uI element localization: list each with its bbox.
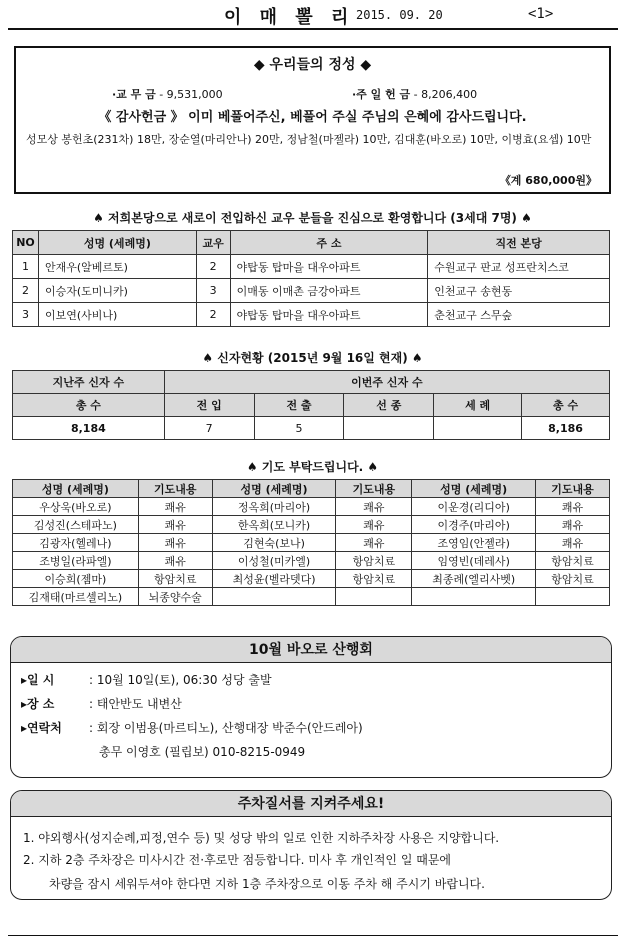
cell: 안재우(알베르토) <box>38 255 196 279</box>
cell: 2 <box>196 303 230 327</box>
cell: 최성윤(벨라뎃다) <box>212 570 336 588</box>
cell: 쾌유 <box>138 552 212 570</box>
cell: 정옥희(마리아) <box>212 498 336 516</box>
table-row <box>13 303 610 327</box>
cell: 쾌유 <box>336 498 412 516</box>
cell: 최종례(엘리사벳) <box>412 570 536 588</box>
cell: 야탑동 탑마을 대우아파트 <box>230 255 428 279</box>
hike-date-row: ▸일 시 : 10월 10일(토), 06:30 성당 출발 <box>21 673 272 687</box>
cell <box>344 417 434 440</box>
header-cell: 기도내용 <box>536 480 610 498</box>
thanks-heading: 《 감사헌금 》 이미 베풀어주신, 베풀어 주실 주님의 은혜에 감사드립니다. <box>98 110 527 125</box>
cell: 이매동 이매촌 금강아파트 <box>230 279 428 303</box>
cell: 3 <box>13 303 39 327</box>
prayer-title: ♠ 기도 부탁드립니다. ♠ <box>246 460 379 474</box>
table-row <box>13 570 610 588</box>
cell: 항암치료 <box>536 552 610 570</box>
cell: 이경주(마리아) <box>412 516 536 534</box>
parking-notice <box>10 790 612 900</box>
prayer-table <box>12 479 610 606</box>
donor-list: 성모상 봉헌초(231차) 18만, 장순열(마리안나) 20만, 정남철(마젤라) 10만, 김대훈(바오로) 10만, 이병효(요셉) 10만 <box>26 133 592 146</box>
cell: 수원교구 판교 성프란치스코 <box>428 255 610 279</box>
cell: 2 <box>196 255 230 279</box>
header-cell: 총 수 <box>13 394 165 417</box>
cell: 이승희(젬마) <box>13 570 139 588</box>
cell: 우상욱(바오로) <box>13 498 139 516</box>
cell: 쾌유 <box>536 534 610 552</box>
cell: 1 <box>13 255 39 279</box>
cell: 춘천교구 스무숲 <box>428 303 610 327</box>
parking-line-2: 2. 지하 2층 주차장은 미사시간 전·후로만 점등합니다. 미사 후 개인적인 일 때문에 <box>23 853 452 867</box>
header-cell: 성명 (세례명) <box>38 231 196 255</box>
bulletin-title: 이 매 뽈 리 <box>224 7 355 28</box>
cell: 조병일(라파엘) <box>13 552 139 570</box>
parking-line-1: 1. 야외행사(성지순례,피정,연수 등) 및 성당 밖의 일로 인한 지하주차장 사용은 지양합니다. <box>23 831 500 845</box>
hike-title: 10월 바오로 산행회 <box>11 637 611 663</box>
cell: 한옥희(모니카) <box>212 516 336 534</box>
table-header-row <box>13 394 610 417</box>
header-cell: 선 종 <box>344 394 434 417</box>
cell: 김광자(헬레나) <box>13 534 139 552</box>
cell: 이운경(리디아) <box>412 498 536 516</box>
offering-box <box>14 46 611 194</box>
cell: 쾌유 <box>138 498 212 516</box>
header-cell: 성명 (세례명) <box>412 480 536 498</box>
cell: 항암치료 <box>138 570 212 588</box>
table-row <box>13 588 610 606</box>
cell: 이승자(도미니카) <box>38 279 196 303</box>
cell <box>434 417 522 440</box>
cell: 이보연(사비나) <box>38 303 196 327</box>
cell: 야탑동 탑마을 대우아파트 <box>230 303 428 327</box>
cell: 뇌종양수술 <box>138 588 212 606</box>
table-row <box>13 534 610 552</box>
cell: 5 <box>254 417 344 440</box>
cell: 김현숙(보나) <box>212 534 336 552</box>
this-week-header: 이번주 신자 수 <box>164 371 609 394</box>
cell: 김성진(스테파노) <box>13 516 139 534</box>
cell: 8,186 <box>522 417 610 440</box>
table-row <box>13 498 610 516</box>
last-week-header: 지난주 신자 수 <box>13 371 165 394</box>
table-row <box>13 552 610 570</box>
welcome-title: ♠ 저희본당으로 새로이 전입하신 교우 분들을 진심으로 환영합니다 (3세대 7명) ♠ <box>93 211 532 225</box>
parking-title: 주차질서를 지켜주세요! <box>11 791 611 817</box>
believers-title: ♠ 신자현황 (2015년 9월 16일 현재) ♠ <box>202 351 423 365</box>
cell: 항암치료 <box>336 570 412 588</box>
header-cell: 성명 (세례명) <box>212 480 336 498</box>
cell: 8,184 <box>13 417 165 440</box>
cell: 김재태(마르셀리노) <box>13 588 139 606</box>
header-cell: 교우 <box>196 231 230 255</box>
hike-place-row: ▸장 소 : 태안반도 내변산 <box>21 697 182 711</box>
table-row <box>13 279 610 303</box>
cell <box>212 588 336 606</box>
cell: 인천교구 송현동 <box>428 279 610 303</box>
cell: 쾌유 <box>138 534 212 552</box>
table-row <box>13 255 610 279</box>
cell: 쾌유 <box>536 516 610 534</box>
hike-contact-row: ▸연락처 : 회장 이범용(마르티노), 산행대장 박준수(안드레아) <box>21 721 363 735</box>
bulletin-date: 2015. 09. 20 <box>356 8 443 22</box>
mission-amount: ·교 무 금 - 9,531,000 <box>112 88 223 101</box>
cell <box>536 588 610 606</box>
header-cell: 성명 (세례명) <box>13 480 139 498</box>
sunday-amount: ·주 일 헌 금 - 8,206,400 <box>352 88 478 101</box>
table-header-row <box>13 231 610 255</box>
table-header-row <box>13 480 610 498</box>
header-cell: 직전 본당 <box>428 231 610 255</box>
cell: 이성철(미카엘) <box>212 552 336 570</box>
table-row <box>13 417 610 440</box>
table-row <box>13 516 610 534</box>
footer-divider <box>8 935 618 936</box>
offering-title: ◆ 우리들의 정성 ◆ <box>253 57 372 73</box>
hike-contact-row-2: 총무 이영호 (필립보) 010-8215-0949 <box>99 745 306 759</box>
header-cell: 총 수 <box>522 394 610 417</box>
offering-total: 《계 680,000원》 <box>499 174 597 187</box>
header-cell: 기도내용 <box>138 480 212 498</box>
cell: 쾌유 <box>138 516 212 534</box>
page-number: <1> <box>528 6 554 22</box>
header-cell: 전 출 <box>254 394 344 417</box>
hike-notice <box>10 636 612 778</box>
header-cell: 세 례 <box>434 394 522 417</box>
cell: 7 <box>164 417 254 440</box>
cell <box>336 588 412 606</box>
header-cell: 전 입 <box>164 394 254 417</box>
header-cell: 주 소 <box>230 231 428 255</box>
welcome-table <box>12 230 610 327</box>
header-cell: NO <box>13 231 39 255</box>
cell: 항암치료 <box>336 552 412 570</box>
parking-line-3: 차량을 잠시 세워두셔야 한다면 지하 1층 주차장으로 이동 주차 해 주시기 바랍니다. <box>49 877 485 891</box>
cell: 쾌유 <box>336 516 412 534</box>
cell: 3 <box>196 279 230 303</box>
cell <box>412 588 536 606</box>
believers-table <box>12 370 610 440</box>
cell: 2 <box>13 279 39 303</box>
cell: 항암치료 <box>536 570 610 588</box>
cell: 쾌유 <box>336 534 412 552</box>
cell: 임영빈(데레사) <box>412 552 536 570</box>
cell: 쾌유 <box>536 498 610 516</box>
cell: 조영임(안젤라) <box>412 534 536 552</box>
bulletin-header <box>8 0 618 30</box>
table-header-row <box>13 371 610 394</box>
header-cell: 기도내용 <box>336 480 412 498</box>
